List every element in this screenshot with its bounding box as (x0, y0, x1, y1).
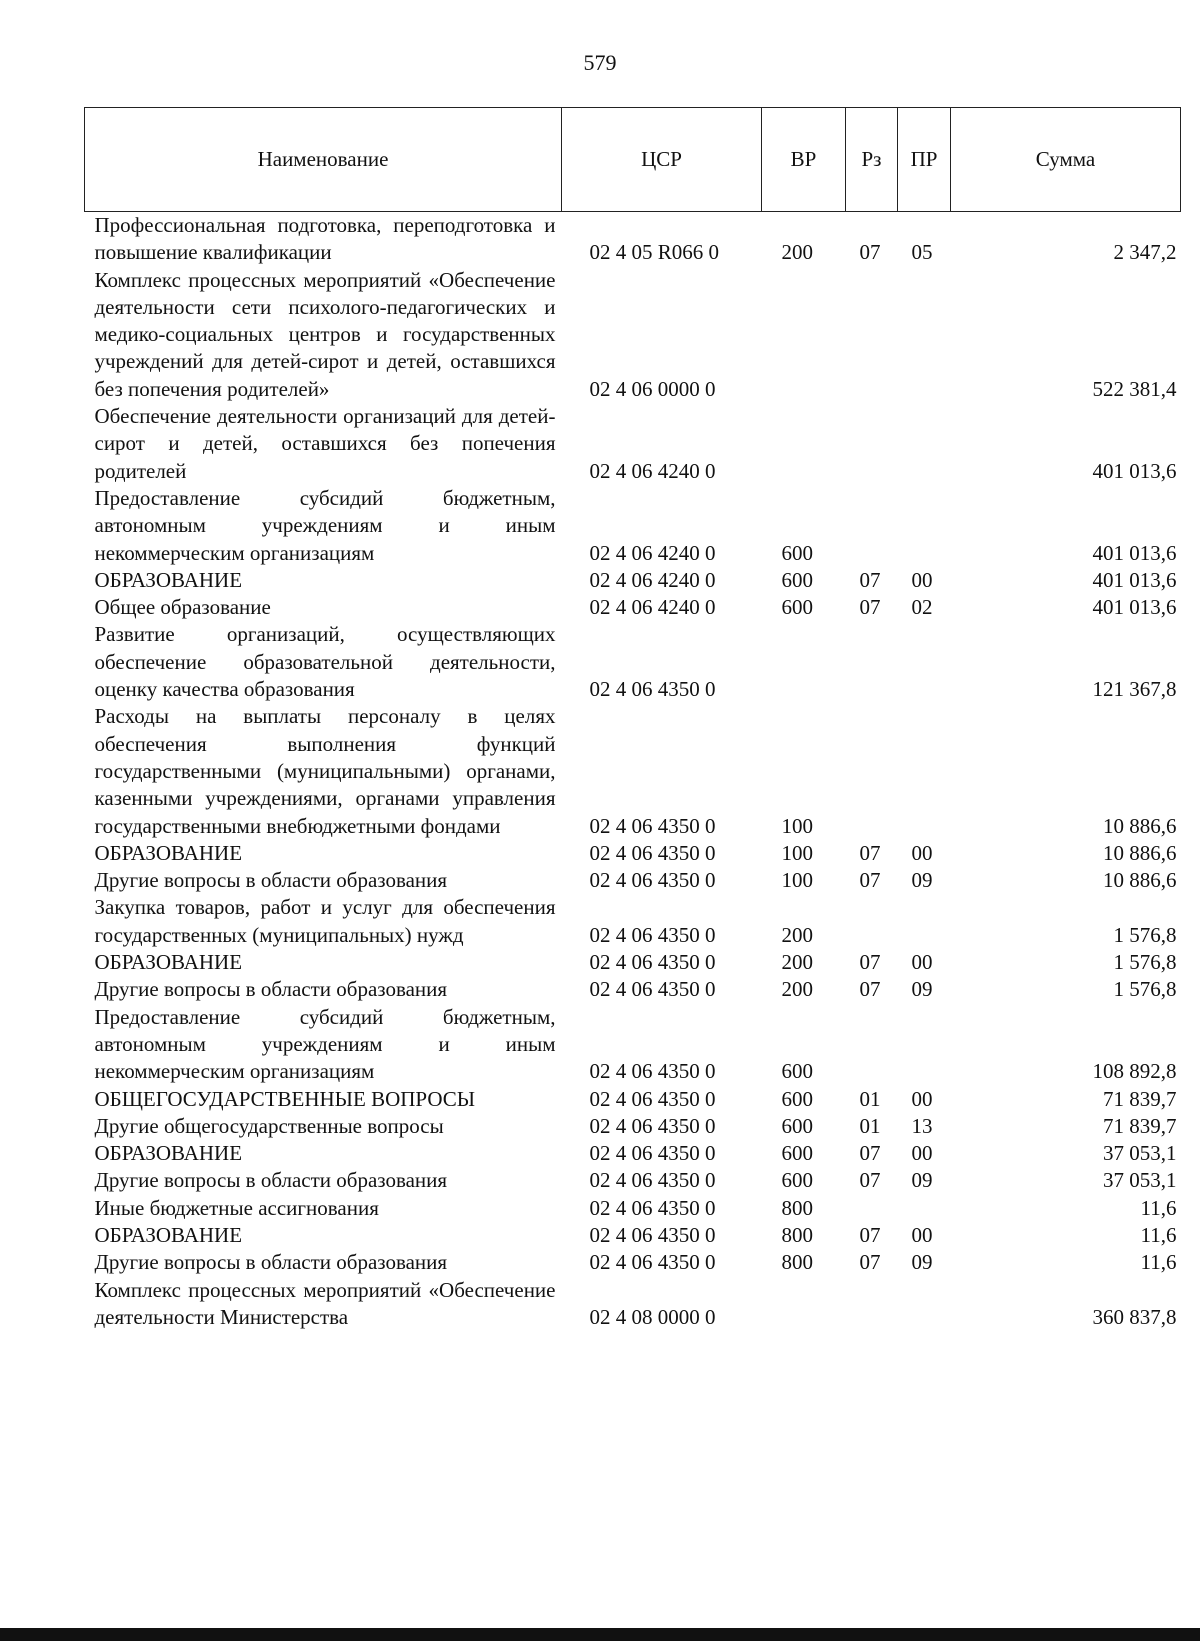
cell-rz: 07 (859, 1141, 881, 1166)
table-row (85, 1086, 1181, 1113)
cell-vr (762, 267, 846, 403)
table-row (85, 1277, 1181, 1332)
cell-name: Закупка товаров, работ и услуг для обеспечения государственных (муниципальных) нужд (94, 895, 556, 947)
cell-vr: 200 (781, 977, 813, 1002)
cell-rz: 07 (859, 950, 881, 975)
table-row (85, 212, 1181, 267)
cell-pr: 00 (911, 1086, 933, 1111)
cell-sum: 71 839,7 (1103, 1113, 1177, 1138)
cell-sum: 401 013,6 (1092, 540, 1177, 565)
page-number: 579 (583, 50, 617, 75)
header-vr: ВР (762, 108, 846, 212)
cell-name: Развитие организаций, осуществляющих обеспечение образовательной деятельности, оценку качества образования (94, 622, 556, 702)
cell-pr (898, 621, 951, 703)
cell-rz (846, 703, 898, 839)
cell-pr: 05 (911, 240, 933, 265)
cell-csr: 02 4 05 R066 0 (589, 240, 720, 265)
cell-sum: 37 053,1 (1103, 1168, 1177, 1193)
cell-csr: 02 4 06 4350 0 (589, 950, 716, 975)
cell-vr: 600 (781, 567, 813, 592)
cell-name: Другие вопросы в области образования (94, 868, 448, 893)
table-row (85, 1222, 1181, 1249)
cell-rz: 01 (859, 1113, 881, 1138)
cell-vr (762, 621, 846, 703)
cell-pr: 02 (911, 595, 933, 620)
cell-csr: 02 4 06 4240 0 (589, 595, 716, 620)
cell-sum: 401 013,6 (1092, 458, 1177, 483)
cell-sum: 10 886,6 (1103, 813, 1177, 838)
table-row (85, 1140, 1181, 1167)
cell-vr: 200 (781, 922, 813, 947)
table-header-row (85, 108, 1181, 212)
cell-csr: 02 4 06 4350 0 (589, 677, 716, 702)
cell-csr: 02 4 06 4350 0 (589, 1141, 716, 1166)
cell-rz: 07 (859, 595, 881, 620)
cell-pr: 00 (911, 1141, 933, 1166)
cell-vr (762, 1277, 846, 1332)
cell-vr: 600 (781, 595, 813, 620)
table-row (85, 976, 1181, 1003)
cell-rz: 07 (859, 240, 881, 265)
cell-name: Другие вопросы в области образования (94, 1250, 448, 1275)
cell-name: Предоставление субсидий бюджетным, автономным учреждениям и иным некоммерческим организациям (94, 1004, 556, 1084)
cell-vr: 600 (781, 540, 813, 565)
cell-sum: 71 839,7 (1103, 1086, 1177, 1111)
cell-name: Обеспечение деятельности организаций для детей-сирот и детей, оставшихся без попечения родителей (94, 404, 556, 483)
cell-csr: 02 4 06 4240 0 (589, 567, 716, 592)
cell-vr: 100 (781, 840, 813, 865)
cell-vr: 600 (781, 1113, 813, 1138)
cell-sum: 37 053,1 (1103, 1141, 1177, 1166)
cell-name: Предоставление субсидий бюджетным, автономным учреждениям и иным некоммерческим организациям (94, 485, 556, 565)
cell-name: ОБРАЗОВАНИЕ (94, 1141, 243, 1166)
cell-csr: 02 4 06 4240 0 (589, 458, 716, 483)
cell-vr: 800 (781, 1250, 813, 1275)
cell-name: Другие общегосударственные вопросы (94, 1113, 444, 1138)
cell-pr: 00 (911, 1222, 933, 1247)
table-row (85, 485, 1181, 567)
cell-sum: 11,6 (1140, 1250, 1177, 1275)
cell-name: ОБРАЗОВАНИЕ (94, 950, 243, 975)
cell-vr: 800 (781, 1195, 813, 1220)
cell-rz (846, 1277, 898, 1332)
table-row (85, 1249, 1181, 1276)
table-row (85, 267, 1181, 403)
cell-sum: 2 347,2 (1113, 240, 1177, 265)
cell-rz: 07 (859, 840, 881, 865)
cell-rz: 07 (859, 1168, 881, 1193)
table-row (85, 840, 1181, 867)
cell-vr: 200 (781, 950, 813, 975)
cell-pr: 09 (911, 868, 933, 893)
cell-rz: 07 (859, 567, 881, 592)
cell-csr: 02 4 06 0000 0 (589, 376, 716, 401)
table-row (85, 1113, 1181, 1140)
budget-table (84, 107, 1181, 1331)
scan-bottom-edge (0, 1628, 1200, 1641)
cell-rz (846, 485, 898, 567)
cell-name: ОБРАЗОВАНИЕ (94, 1222, 243, 1247)
cell-csr: 02 4 08 0000 0 (589, 1304, 716, 1329)
cell-pr (898, 267, 951, 403)
cell-csr: 02 4 06 4350 0 (589, 977, 716, 1002)
cell-csr: 02 4 06 4350 0 (589, 813, 716, 838)
cell-pr: 13 (911, 1113, 933, 1138)
cell-name: Иные бюджетные ассигнования (94, 1195, 379, 1220)
cell-name: ОБРАЗОВАНИЕ (94, 567, 243, 592)
cell-name: Профессиональная подготовка, переподготовка и повышение квалификации (94, 213, 556, 265)
cell-csr: 02 4 06 4350 0 (589, 840, 716, 865)
table-row (85, 703, 1181, 839)
cell-rz: 07 (859, 868, 881, 893)
cell-rz (846, 403, 898, 485)
table-row (85, 621, 1181, 703)
cell-csr: 02 4 06 4350 0 (589, 1250, 716, 1275)
cell-sum: 121 367,8 (1092, 677, 1177, 702)
cell-sum: 1 576,8 (1113, 950, 1177, 975)
table-row (85, 594, 1181, 621)
cell-rz: 01 (859, 1086, 881, 1111)
cell-csr: 02 4 06 4350 0 (589, 1086, 716, 1111)
cell-sum: 10 886,6 (1103, 868, 1177, 893)
header-csr: ЦСР (562, 108, 762, 212)
header-sum: Сумма (951, 108, 1181, 212)
cell-rz (846, 621, 898, 703)
cell-sum: 10 886,6 (1103, 840, 1177, 865)
cell-name: Другие вопросы в области образования (94, 1168, 448, 1193)
cell-name: Общее образование (94, 595, 271, 620)
cell-vr: 800 (781, 1222, 813, 1247)
cell-name: ОБЩЕГОСУДАРСТВЕННЫЕ ВОПРОСЫ (94, 1086, 476, 1111)
cell-csr: 02 4 06 4240 0 (589, 540, 716, 565)
cell-vr: 100 (781, 868, 813, 893)
cell-pr: 00 (911, 950, 933, 975)
cell-sum: 360 837,8 (1092, 1304, 1177, 1329)
cell-vr: 100 (781, 813, 813, 838)
cell-vr: 600 (781, 1168, 813, 1193)
cell-sum: 1 576,8 (1113, 922, 1177, 947)
header-name: Наименование (85, 108, 562, 212)
cell-pr: 09 (911, 977, 933, 1002)
table-body (85, 212, 1181, 1332)
table-row (85, 1167, 1181, 1194)
cell-sum: 11,6 (1140, 1222, 1177, 1247)
cell-vr: 600 (781, 1059, 813, 1084)
cell-rz (846, 894, 898, 949)
header-rz: Рз (846, 108, 898, 212)
cell-csr: 02 4 06 4350 0 (589, 1195, 716, 1220)
table-row (85, 1195, 1181, 1222)
cell-rz (846, 1004, 898, 1086)
cell-sum: 401 013,6 (1092, 595, 1177, 620)
table-row (85, 867, 1181, 894)
cell-sum: 1 576,8 (1113, 977, 1177, 1002)
cell-rz: 07 (859, 977, 881, 1002)
cell-pr (898, 703, 951, 839)
cell-name: Комплекс процессных мероприятий «Обеспечение деятельности Министерства (94, 1277, 556, 1329)
cell-sum: 108 892,8 (1092, 1059, 1177, 1084)
cell-sum: 11,6 (1140, 1195, 1177, 1220)
cell-csr: 02 4 06 4350 0 (589, 868, 716, 893)
cell-csr: 02 4 06 4350 0 (589, 1113, 716, 1138)
cell-pr: 00 (911, 840, 933, 865)
cell-pr (898, 403, 951, 485)
cell-sum: 401 013,6 (1092, 567, 1177, 592)
cell-pr (898, 1195, 951, 1222)
cell-rz (846, 1195, 898, 1222)
table-row (85, 403, 1181, 485)
cell-pr (898, 1004, 951, 1086)
cell-rz: 07 (859, 1250, 881, 1275)
cell-pr: 09 (911, 1250, 933, 1275)
cell-name: Другие вопросы в области образования (94, 977, 448, 1002)
header-pr: ПР (898, 108, 951, 212)
cell-sum: 522 381,4 (1092, 376, 1177, 401)
cell-csr: 02 4 06 4350 0 (589, 922, 716, 947)
table-row (85, 567, 1181, 594)
cell-pr (898, 485, 951, 567)
cell-vr: 200 (781, 240, 813, 265)
cell-csr: 02 4 06 4350 0 (589, 1222, 716, 1247)
table-row (85, 894, 1181, 949)
cell-pr (898, 1277, 951, 1332)
cell-pr: 09 (911, 1168, 933, 1193)
cell-pr (898, 894, 951, 949)
cell-rz: 07 (859, 1222, 881, 1247)
cell-name: Комплекс процессных мероприятий «Обеспечение деятельности сети психолого-педагогических и медико-социальных центров и государственных учреждений для детей-сирот и детей, оставшихся без попечения родителей» (94, 267, 556, 401)
cell-csr: 02 4 06 4350 0 (589, 1168, 716, 1193)
cell-vr: 600 (781, 1086, 813, 1111)
cell-name: Расходы на выплаты персоналу в целях обеспечения выполнения функций государственными (муниципальными) органами, казенными учреждениями, органами управления государственными внебюджетными фондами (94, 704, 556, 838)
cell-vr: 600 (781, 1141, 813, 1166)
cell-rz (846, 267, 898, 403)
cell-vr (762, 403, 846, 485)
cell-pr: 00 (911, 567, 933, 592)
table-row (85, 949, 1181, 976)
cell-name: ОБРАЗОВАНИЕ (94, 840, 243, 865)
cell-csr: 02 4 06 4350 0 (589, 1059, 716, 1084)
table-row (85, 1004, 1181, 1086)
